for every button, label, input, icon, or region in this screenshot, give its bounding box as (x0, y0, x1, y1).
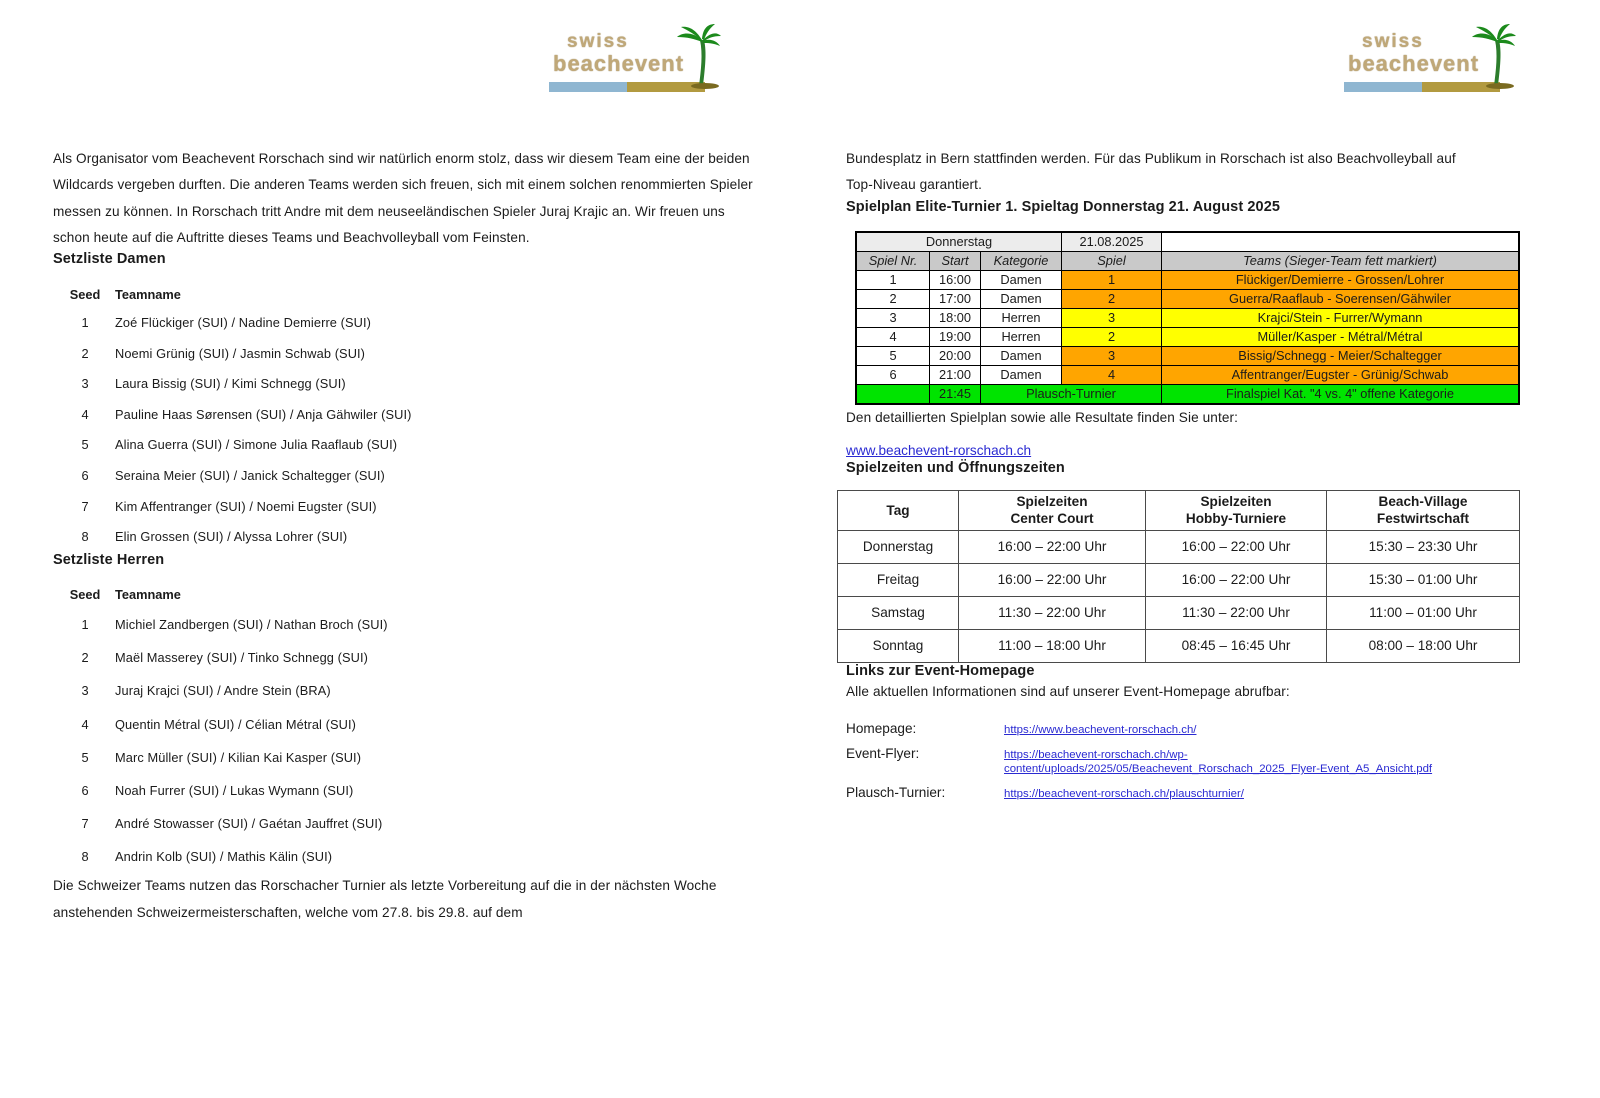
header-line: Center Court (1010, 511, 1094, 527)
day-cell: Donnerstag (856, 232, 1062, 252)
teamname-column-header: Teamname (115, 286, 181, 302)
cell-spiel-nr: 1 (856, 270, 930, 289)
logo-word-beachevent: beachevent (553, 51, 685, 76)
table-row (838, 530, 1520, 563)
cell-spiel: 2 (1062, 327, 1162, 346)
list-item (53, 521, 758, 552)
cell-hobby: 11:30 – 22:00 Uhr (1146, 596, 1327, 629)
team-name: Alina Guerra (SUI) / Simone Julia Raaflaub (SUI) (115, 437, 398, 453)
link-row-event-flyer (846, 746, 1522, 776)
cell-teams: Guerra/Raaflaub - Soerensen/Gähwiler (1162, 289, 1520, 308)
link-url-line: https://beachevent-rorschach.ch/wp- (1004, 749, 1188, 762)
team-name: André Stowasser (SUI) / Gaétan Jauffret (SUI) (115, 816, 383, 832)
team-name: Michiel Zandbergen (SUI) / Nathan Broch (SUI) (115, 617, 388, 633)
table-row (856, 308, 1519, 327)
cell-kategorie: Damen (981, 346, 1062, 365)
cell-start: 16:00 (930, 270, 981, 289)
intro-paragraph: Als Organisator vom Beachevent Rorschach sind wir natürlich enorm stolz, dass wir diesem Team eine der beiden Wildcards vergeben durften. Die anderen Teams werden sich freuen, sich mit einem solchen renommierten Spieler messen zu können. In Rorschach tritt Andre mit dem neuseeländischen Spieler Juraj Krajic an. Wir freuen uns schon heute auf die Auftritte dieses Teams und Beachvolleyball vom Feinsten. (53, 151, 753, 245)
logo-sea-stripe (549, 82, 627, 92)
detail-text: Den detaillierten Spielplan sowie alle Resultate finden Sie unter: (846, 409, 1238, 425)
spielplan-link[interactable]: www.beachevent-rorschach.ch (846, 442, 1032, 458)
cell-teams: Bissig/Schnegg - Meier/Schaltegger (1162, 346, 1520, 365)
team-name: Marc Müller (SUI) / Kilian Kai Kasper (SUI) (115, 749, 362, 765)
cell-kategorie: Damen (981, 270, 1062, 289)
cell-tag: Freitag (838, 563, 959, 596)
final-row (856, 384, 1519, 404)
seed-number: 5 (81, 437, 89, 453)
cell-start: 21:00 (930, 365, 981, 384)
link-label: Event-Flyer: (846, 746, 920, 762)
col-header-spiel: Spiel (1062, 251, 1162, 270)
cell-start: 20:00 (930, 346, 981, 365)
header-line: Spielzeiten (1200, 494, 1272, 510)
cell-spiel: 3 (1062, 308, 1162, 327)
list-item (53, 491, 758, 522)
seed-number: 4 (81, 716, 89, 732)
seed-number: 5 (81, 749, 89, 765)
logo-word-swiss: swiss (567, 31, 629, 52)
col-header-spiel-nr: Spiel Nr. (856, 251, 930, 270)
team-name: Noemi Grünig (SUI) / Jasmin Schwab (SUI) (115, 345, 366, 361)
damen-list-header (53, 281, 758, 307)
herren-seed-list (53, 608, 758, 874)
table-row (856, 365, 1519, 384)
table-row (856, 327, 1519, 346)
heading-spielzeiten: Spielzeiten und Öffnungszeiten (846, 459, 1065, 476)
link-url-line: content/uploads/2025/05/Beachevent_Rorschach_2025_Flyer-Event_A5_Ansicht.pdf (1004, 763, 1433, 776)
list-item (53, 674, 758, 707)
link-row-homepage (846, 721, 1522, 737)
cell-start: 17:00 (930, 289, 981, 308)
event-flyer-link[interactable] (1004, 748, 1432, 776)
palm-tree-icon (675, 24, 721, 90)
list-item (53, 460, 758, 491)
header-line: Hobby-Turniere (1185, 511, 1287, 527)
cell-teams: Flückiger/Demierre - Grossen/Lohrer (1162, 270, 1520, 289)
cell-beach-village: 11:00 – 01:00 Uhr (1327, 596, 1520, 629)
header-line: Festwirtschaft (1376, 511, 1470, 527)
cell-teams: Müller/Kasper - Métral/Métral (1162, 327, 1520, 346)
cell-center-court: 16:00 – 22:00 Uhr (959, 530, 1146, 563)
cell-spiel-nr: 2 (856, 289, 930, 308)
cell-plausch-turnier: Plausch-Turnier (981, 384, 1162, 404)
swiss-beachevent-logo (1342, 26, 1512, 98)
cell-beach-village: 08:00 – 18:00 Uhr (1327, 629, 1520, 662)
cell-kategorie: Herren (981, 308, 1062, 327)
cell-tag: Donnerstag (838, 530, 959, 563)
seed-number: 7 (81, 498, 89, 514)
col-header-tag (838, 490, 959, 530)
empty-cell (856, 384, 930, 404)
list-item (53, 608, 758, 641)
col-header-start: Start (930, 251, 981, 270)
col-header-center-court (959, 490, 1146, 530)
seed-number: 8 (81, 849, 89, 865)
table-header-row (838, 490, 1520, 530)
heading-links: Links zur Event-Homepage (846, 662, 1035, 679)
header-line: Beach-Village (1378, 494, 1468, 510)
plausch-turnier-link[interactable] (1004, 787, 1244, 801)
header-line: Tag (886, 502, 910, 518)
cell-start: 19:00 (930, 327, 981, 346)
spielzeiten-table (837, 490, 1520, 663)
team-name: Seraina Meier (SUI) / Janick Schaltegger (SUI) (115, 467, 385, 483)
team-name: Zoé Flückiger (SUI) / Nadine Demierre (SUI) (115, 314, 372, 330)
link-url-line: https://www.beachevent-rorschach.ch/ (1004, 724, 1197, 737)
cell-beach-village: 15:30 – 01:00 Uhr (1327, 563, 1520, 596)
cell-kategorie: Damen (981, 289, 1062, 308)
list-item (53, 708, 758, 741)
right-page (846, 146, 1522, 810)
team-name: Pauline Haas Sørensen (SUI) / Anja Gähwiler (SUI) (115, 406, 412, 422)
cell-kategorie: Damen (981, 365, 1062, 384)
heading-setzliste-damen: Setzliste Damen (53, 251, 166, 268)
cell-spiel-nr: 4 (856, 327, 930, 346)
table-row (838, 563, 1520, 596)
seed-number: 8 (81, 529, 89, 545)
left-page (53, 146, 758, 926)
seed-number: 3 (81, 683, 89, 699)
list-item (53, 840, 758, 873)
palm-tree-icon (1470, 24, 1516, 90)
cell-spiel: 1 (1062, 270, 1162, 289)
logo-wordmark (553, 32, 684, 75)
seed-number: 2 (81, 650, 89, 666)
seed-column-header: Seed (69, 286, 101, 302)
spielplan-table (855, 231, 1520, 405)
closing-paragraph: Die Schweizer Teams nutzen das Rorschacher Turnier als letzte Vorbereitung auf die in der nächsten Woche anstehenden Schweizermeisterschaften, welche vom 27.8. bis 29.8. auf dem (53, 878, 717, 920)
seed-number: 1 (81, 314, 89, 330)
cell-tag: Sonntag (838, 629, 959, 662)
cell-spiel: 2 (1062, 289, 1162, 308)
teamname-column-header: Teamname (115, 587, 181, 603)
link-url-line: https://beachevent-rorschach.ch/plauschturnier/ (1004, 788, 1244, 801)
cell-spiel-nr: 5 (856, 346, 930, 365)
logo-word-swiss: swiss (1362, 31, 1424, 52)
swiss-beachevent-logo (547, 26, 717, 98)
team-name: Noah Furrer (SUI) / Lukas Wymann (SUI) (115, 782, 354, 798)
cell-spiel: 3 (1062, 346, 1162, 365)
list-item (53, 430, 758, 461)
seed-number: 2 (81, 345, 89, 361)
team-name: Elin Grossen (SUI) / Alyssa Lohrer (SUI) (115, 529, 348, 545)
seed-number: 1 (81, 617, 89, 633)
logo-word-beachevent: beachevent (1348, 51, 1480, 76)
link-list (846, 721, 1522, 801)
table-row (856, 289, 1519, 308)
link-label: Homepage: (846, 721, 917, 737)
list-item (53, 641, 758, 674)
cell-spiel: 4 (1062, 365, 1162, 384)
seed-number: 4 (81, 406, 89, 422)
seed-number: 7 (81, 816, 89, 832)
seed-number: 6 (81, 782, 89, 798)
list-item (53, 741, 758, 774)
table-row (838, 596, 1520, 629)
cell-tag: Samstag (838, 596, 959, 629)
list-item (53, 399, 758, 430)
cell-teams: Affentranger/Eugster - Grünig/Schwab (1162, 365, 1520, 384)
team-name: Kim Affentranger (SUI) / Noemi Eugster (SUI) (115, 498, 377, 514)
team-name: Andrin Kolb (SUI) / Mathis Kälin (SUI) (115, 849, 333, 865)
empty-cell (1162, 232, 1520, 252)
header-line: Spielzeiten (1016, 494, 1088, 510)
date-cell: 21.08.2025 (1062, 232, 1162, 252)
cell-spiel-nr: 3 (856, 308, 930, 327)
list-item (53, 368, 758, 399)
cell-kategorie: Herren (981, 327, 1062, 346)
cell-spiel-nr: 6 (856, 365, 930, 384)
cell-beach-village: 15:30 – 23:30 Uhr (1327, 530, 1520, 563)
table-row (856, 346, 1519, 365)
table-row (856, 232, 1519, 252)
cell-start: 18:00 (930, 308, 981, 327)
team-name: Laura Bissig (SUI) / Kimi Schnegg (SUI) (115, 376, 346, 392)
list-item (53, 338, 758, 369)
cell-start: 21:45 (930, 384, 981, 404)
col-header-teams: Teams (Sieger-Team fett markiert) (1162, 251, 1520, 270)
col-header-hobby-turniere (1146, 490, 1327, 530)
table-header-row (856, 251, 1519, 270)
table-row (838, 629, 1520, 662)
team-name: Maël Masserey (SUI) / Tinko Schnegg (SUI) (115, 650, 369, 666)
cell-hobby: 08:45 – 16:45 Uhr (1146, 629, 1327, 662)
cell-teams: Krajci/Stein - Furrer/Wymann (1162, 308, 1520, 327)
heading-setzliste-herren: Setzliste Herren (53, 551, 165, 568)
col-header-beach-village (1327, 490, 1520, 530)
logo-sea-stripe (1344, 82, 1422, 92)
list-item (53, 774, 758, 807)
cell-center-court: 16:00 – 22:00 Uhr (959, 563, 1146, 596)
seed-number: 6 (81, 467, 89, 483)
heading-spielplan: Spielplan Elite-Turnier 1. Spieltag Donnerstag 21. August 2025 (846, 198, 1281, 215)
logo-wordmark (1348, 32, 1479, 75)
seed-column-header: Seed (69, 587, 101, 603)
col-header-kategorie: Kategorie (981, 251, 1062, 270)
cell-teams: Finalspiel Kat. "4 vs. 4" offene Kategorie (1162, 384, 1520, 404)
cell-center-court: 11:30 – 22:00 Uhr (959, 596, 1146, 629)
link-label: Plausch-Turnier: (846, 785, 946, 801)
list-item (53, 807, 758, 840)
cell-hobby: 16:00 – 22:00 Uhr (1146, 530, 1327, 563)
cell-center-court: 11:00 – 18:00 Uhr (959, 629, 1146, 662)
continuation-paragraph: Bundesplatz in Bern stattfinden werden. Für das Publikum in Rorschach ist also Beachvolleyball auf Top-Niveau garantiert. (846, 151, 1456, 193)
links-intro: Alle aktuellen Informationen sind auf unserer Event-Homepage abrufbar: (846, 683, 1290, 699)
link-row-plausch-turnier (846, 785, 1522, 801)
table-row (856, 270, 1519, 289)
homepage-link[interactable] (1004, 723, 1196, 737)
seed-number: 3 (81, 376, 89, 392)
cell-hobby: 16:00 – 22:00 Uhr (1146, 563, 1327, 596)
list-item (53, 307, 758, 338)
herren-list-header (53, 582, 758, 608)
team-name: Juraj Krajci (SUI) / Andre Stein (BRA) (115, 683, 331, 699)
damen-seed-list (53, 307, 758, 552)
team-name: Quentin Métral (SUI) / Célian Métral (SUI) (115, 716, 357, 732)
